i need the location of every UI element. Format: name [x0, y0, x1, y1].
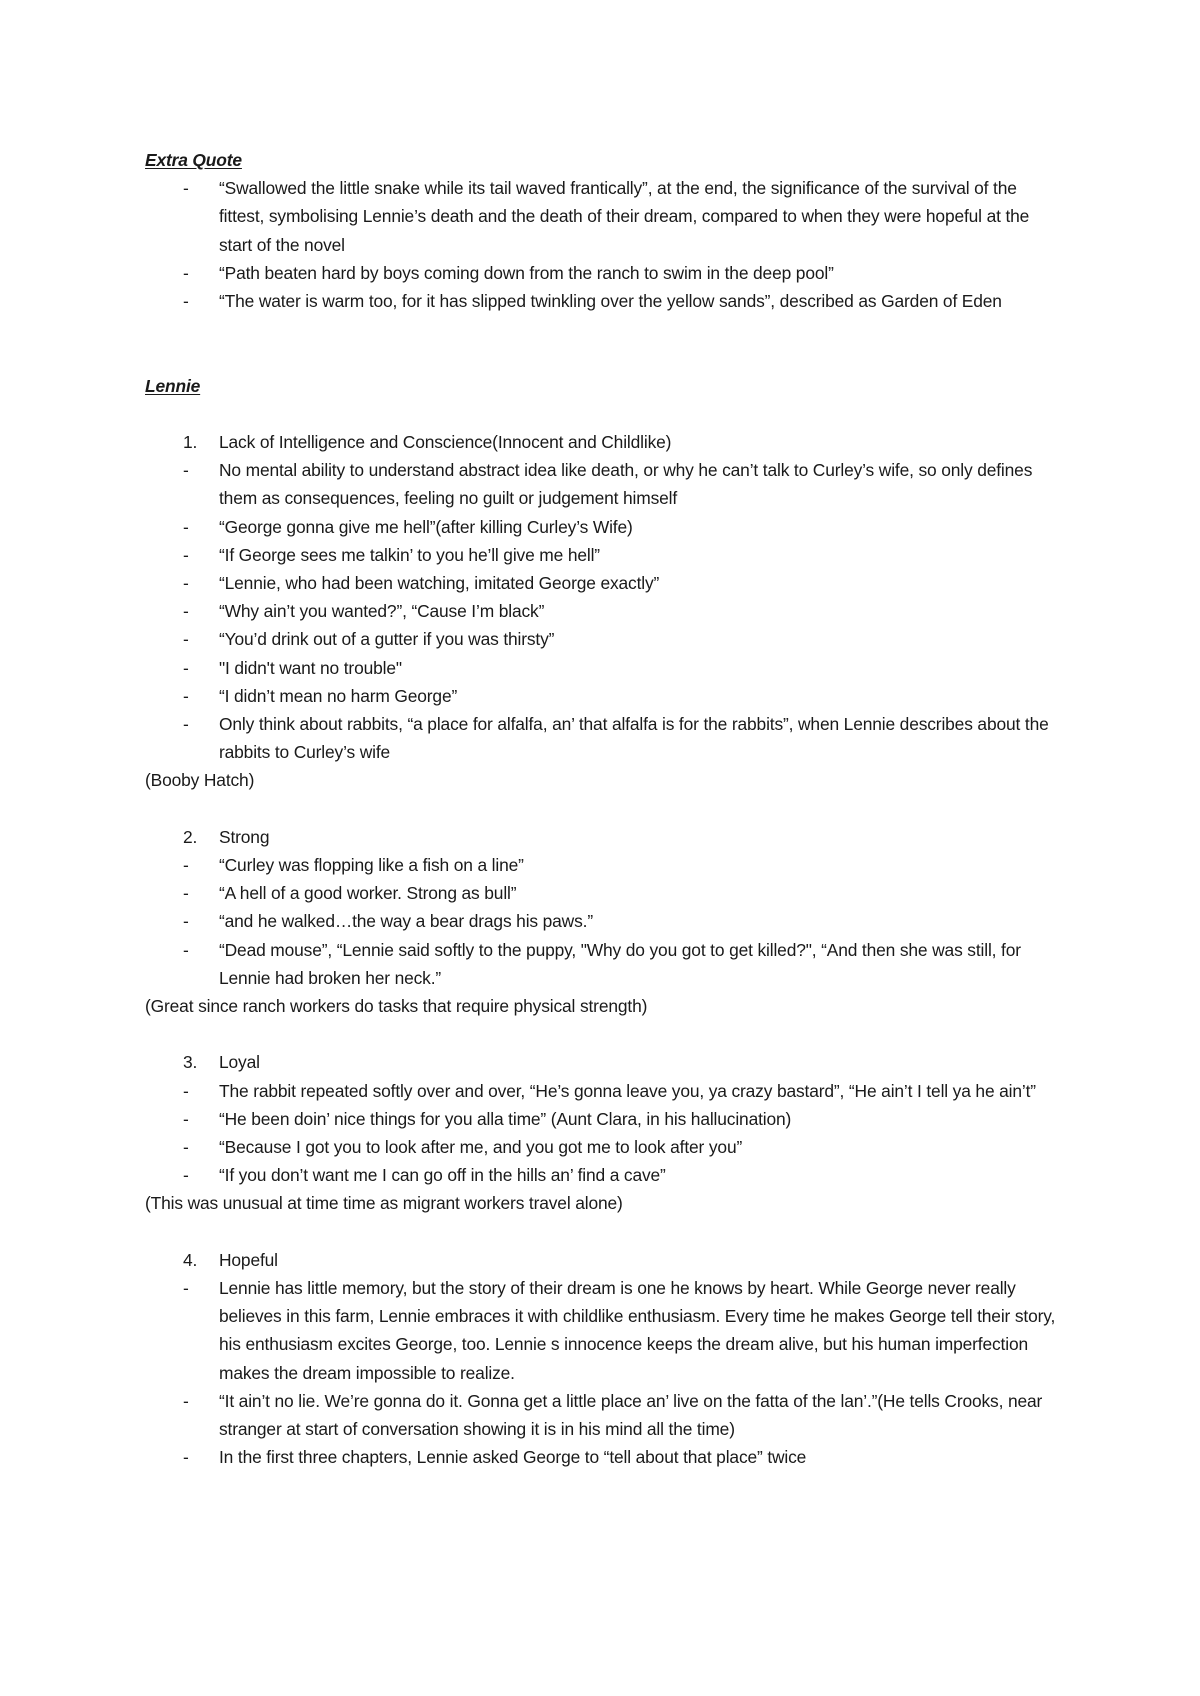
section-note: (Great since ranch workers do tasks that require physical strength) [145, 996, 648, 1017]
dash-marker: - [183, 262, 189, 283]
spacer [145, 315, 1065, 371]
list-item-text: No mental ability to understand abstract idea like death, or why he can’t talk to Curley’s wife, so only defines them as consequences, feeling no guilt or judgement himself [219, 460, 1033, 509]
dash-marker: - [183, 714, 189, 735]
dash-marker: - [183, 1137, 189, 1158]
section-title-text: Loyal [219, 1052, 260, 1073]
spacer [145, 400, 1065, 428]
list-item [145, 569, 1065, 597]
list-item-text: “Lennie, who had been watching, imitated George exactly” [219, 573, 660, 594]
section-number: 2. [183, 826, 198, 847]
list-item-text: “He been doin’ nice things for you alla time” (Aunt Clara, in his hallucination) [219, 1108, 792, 1129]
list-item [145, 513, 1065, 541]
dash-marker: - [183, 855, 189, 876]
list-item [145, 287, 1065, 315]
list-item [145, 1133, 1065, 1161]
list-item [145, 541, 1065, 569]
section-title [145, 823, 1065, 851]
list-item [145, 259, 1065, 287]
list-item-text: In the first three chapters, Lennie asked George to “tell about that place” twice [219, 1447, 807, 1468]
list-item [145, 710, 1065, 766]
list-item-text: “A hell of a good worker. Strong as bull” [219, 883, 517, 904]
list-item [145, 654, 1065, 682]
list-item [145, 1443, 1065, 1471]
list-item-text: The rabbit repeated softly over and over, “He’s gonna leave you, ya crazy bastard”, “He ain’t I tell ya he ain’t” [219, 1080, 1036, 1101]
dash-marker: - [183, 1278, 189, 1299]
list-item-text: Lennie has little memory, but the story of their dream is one he knows by heart. While George never really believes in this farm, Lennie embraces it with childlike enthusiasm. Every time he makes George tell their story, his enthusiasm excites George, too. Lennie s innocence keeps the dream alive, but his human imperfection makes the dream impossible to realize. [219, 1278, 1056, 1383]
list-item-text: “Path beaten hard by boys coming down from the ranch to swim in the deep pool” [219, 262, 834, 283]
list-item [145, 625, 1065, 653]
list-item-text: “I didn’t mean no harm George” [219, 685, 458, 706]
section-title [145, 1048, 1065, 1076]
section-title [145, 428, 1065, 456]
list-item-text: Only think about rabbits, “a place for alfalfa, an’ that alfalfa is for the rabbits”, when Lennie describes about the rabbits to Curley’s wife [219, 714, 1049, 763]
dash-marker: - [183, 1108, 189, 1129]
document-body [145, 146, 1065, 1471]
list-item [145, 174, 1065, 259]
list-item-text: “You’d drink out of a gutter if you was thirsty” [219, 629, 555, 650]
dash-marker: - [183, 460, 189, 481]
dash-marker: - [183, 1447, 189, 1468]
dash-marker: - [183, 291, 189, 312]
dash-marker: - [183, 883, 189, 904]
dash-marker: - [183, 911, 189, 932]
list-item [145, 907, 1065, 935]
list-item-text: “Because I got you to look after me, and you got me to look after you” [219, 1137, 743, 1158]
dash-marker: - [183, 516, 189, 537]
list-item [145, 1161, 1065, 1189]
list-item-text: “Curley was flopping like a fish on a line” [219, 855, 524, 876]
section-title-text: Lack of Intelligence and Conscience(Innocent and Childlike) [219, 432, 672, 452]
dash-marker: - [183, 685, 189, 706]
list-item-text: “It ain’t no lie. We’re gonna do it. Gonna get a little place an’ live on the fatta of the lan’.”(He tells Crooks, near stranger at start of conversation showing it is in his mind all the time) [219, 1390, 1043, 1440]
dash-marker: - [183, 178, 189, 199]
lennie-heading: Lennie [145, 375, 201, 396]
list-item-text: “If you don’t want me I can go off in the hills an’ find a cave” [219, 1165, 666, 1186]
list-item [145, 1077, 1065, 1105]
list-item [145, 456, 1065, 512]
list-item [145, 682, 1065, 710]
spacer [145, 795, 1065, 823]
dash-marker: - [183, 657, 189, 678]
section-title-text: Hopeful [219, 1249, 278, 1270]
list-item [145, 936, 1065, 992]
list-item-text: “The water is warm too, for it has slipped twinkling over the yellow sands”, described as Garden of Eden [219, 291, 1002, 312]
dash-marker: - [183, 573, 189, 594]
list-item [145, 879, 1065, 907]
list-item [145, 597, 1065, 625]
section-note: (Booby Hatch) [145, 770, 255, 791]
list-item-text: “If George sees me talkin’ to you he’ll give me hell” [219, 544, 600, 565]
dash-marker: - [183, 1080, 189, 1101]
list-item-text: “Why ain’t you wanted?”, “Cause I’m black” [219, 601, 545, 622]
list-item-text: “Swallowed the little snake while its tail waved frantically”, at the end, the significance of the survival of the fittest, symbolising Lennie’s death and the death of their dream, compared to when they were hopeful at the start of the novel [219, 178, 1030, 255]
list-item [145, 1387, 1065, 1443]
section-title [145, 1246, 1065, 1274]
list-item-text: "I didn't want no trouble" [219, 657, 402, 678]
dash-marker: - [183, 629, 189, 650]
section-title-text: Strong [219, 826, 270, 847]
section-number: 1. [183, 432, 198, 452]
section-number: 4. [183, 1249, 198, 1270]
list-item [145, 1105, 1065, 1133]
extra-quote-heading: Extra Quote [145, 150, 242, 170]
section-note: (This was unusual at time time as migrant workers travel alone) [145, 1193, 623, 1214]
list-item-text: “George gonna give me hell”(after killing Curley’s Wife) [219, 516, 633, 537]
dash-marker: - [183, 1390, 189, 1411]
spacer [145, 1020, 1065, 1048]
list-item-text: “and he walked…the way a bear drags his paws.” [219, 911, 593, 932]
list-item-text: “Dead mouse”, “Lennie said softly to the puppy, "Why do you got to get killed?", “And then she was still, for Lennie had broken her neck.” [219, 939, 1021, 988]
dash-marker: - [183, 544, 189, 565]
section-number: 3. [183, 1052, 198, 1073]
dash-marker: - [183, 939, 189, 960]
dash-marker: - [183, 1165, 189, 1186]
list-item [145, 1274, 1065, 1387]
list-item [145, 851, 1065, 879]
spacer [145, 1218, 1065, 1246]
dash-marker: - [183, 601, 189, 622]
